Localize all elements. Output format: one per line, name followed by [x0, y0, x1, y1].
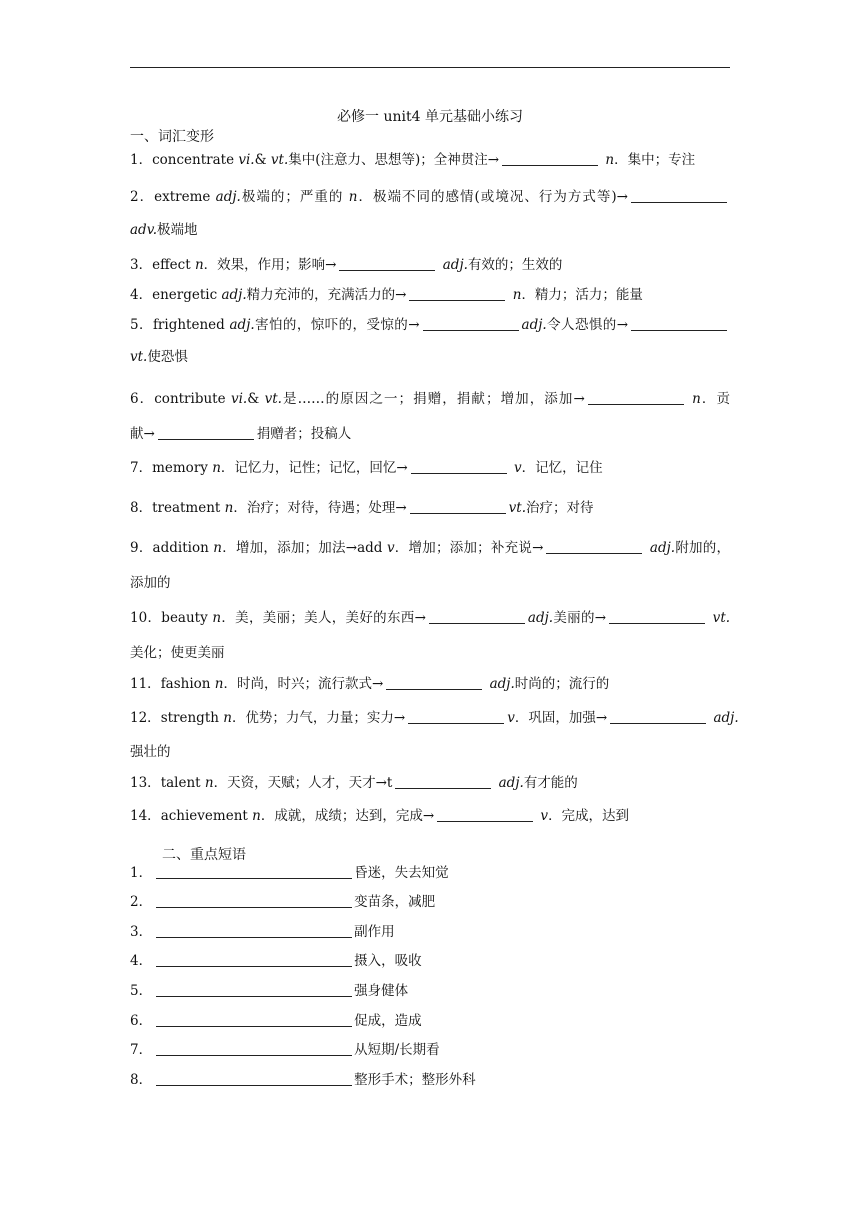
- answer-blank[interactable]: [437, 808, 533, 822]
- answer-blank[interactable]: [156, 865, 352, 879]
- phrase-item-7: 7． 从短期/长期看: [130, 1042, 440, 1058]
- vocab-item-12-cont: 强壮的: [130, 744, 171, 760]
- vocab-item-14: 14．achievement n．成就，成绩；达到，完成→ v．完成，达到: [130, 808, 630, 824]
- vocab-item-7: 7．memory n．记忆力，记性；记忆，回忆→ v．记忆，记住: [130, 460, 603, 476]
- vocab-item-4: 4．energetic adj.精力充沛的，充满活力的→ n．精力；活力；能量: [130, 287, 643, 303]
- answer-blank[interactable]: [410, 500, 506, 514]
- vocab-item-12: 12．strength n．优势；力气，力量；实力→ v．巩固，加强→ adj.: [130, 710, 739, 726]
- vocab-item-3: 3．effect n．效果，作用；影响→ adj.有效的；生效的: [130, 257, 563, 273]
- answer-blank[interactable]: [156, 1042, 352, 1056]
- vocab-item-5: 5．frightened adj.害怕的，惊吓的，受惊的→ adj.令人恐惧的→: [130, 316, 730, 335]
- answer-blank[interactable]: [156, 1072, 352, 1086]
- phrase-item-1: 1． 昏迷，失去知觉: [130, 865, 449, 881]
- phrase-item-6: 6． 促成，造成: [130, 1013, 422, 1029]
- answer-blank[interactable]: [546, 540, 642, 554]
- answer-blank[interactable]: [609, 610, 705, 624]
- page-title: 必修一 unit4 单元基础小练习: [337, 109, 523, 125]
- vocab-item-5-cont: vt.使恐惧: [130, 349, 188, 365]
- vocab-item-9: 9．addition n．增加，添加；加法→add v．增加；添加；补充说→ adj.附加的，: [130, 540, 731, 556]
- answer-blank[interactable]: [408, 710, 504, 724]
- section-heading-phrases: 二、重点短语: [162, 847, 246, 863]
- answer-blank[interactable]: [386, 676, 482, 690]
- section-heading-vocab: 一、词汇变形: [130, 129, 214, 145]
- phrase-item-4: 4． 摄入，吸收: [130, 953, 422, 969]
- vocab-item-2-cont: adv.极端地: [130, 222, 198, 238]
- vocab-item-13: 13．talent n．天资，天赋；人才，天才→t adj.有才能的: [130, 775, 578, 791]
- phrase-item-3: 3． 副作用: [130, 924, 395, 940]
- vocab-item-1: 1．concentrate vi.& vt.集中(注意力、思想等)；全神贯注→ n．集中；专注: [130, 152, 696, 168]
- header-rule: [130, 67, 730, 68]
- answer-blank[interactable]: [423, 317, 519, 331]
- vocab-item-10: 10．beauty n．美，美丽；美人，美好的东西→ adj.美丽的→ vt.: [130, 610, 731, 626]
- vocab-item-8: 8．treatment n．治疗；对待，待遇；处理→ vt.治疗；对待: [130, 500, 594, 516]
- vocab-item-9-cont: 添加的: [130, 575, 171, 591]
- answer-blank[interactable]: [339, 257, 435, 271]
- answer-blank[interactable]: [610, 710, 706, 724]
- answer-blank[interactable]: [429, 610, 525, 624]
- answer-blank[interactable]: [158, 426, 254, 440]
- answer-blank[interactable]: [156, 953, 352, 967]
- answer-blank[interactable]: [631, 189, 727, 203]
- answer-blank[interactable]: [156, 894, 352, 908]
- vocab-item-6-cont: 献→ 捐赠者；投稿人: [130, 426, 352, 442]
- answer-blank[interactable]: [409, 287, 505, 301]
- vocab-item-11: 11．fashion n．时尚，时兴；流行款式→ adj.时尚的；流行的: [130, 676, 610, 692]
- phrase-item-8: 8． 整形手术；整形外科: [130, 1072, 476, 1088]
- answer-blank[interactable]: [502, 152, 598, 166]
- answer-blank[interactable]: [156, 924, 352, 938]
- phrase-item-2: 2． 变苗条，减肥: [130, 894, 436, 910]
- vocab-item-6: 6．contribute vi.& vt.是……的原因之一；捐赠，捐献；增加，添加→ n．贡: [130, 391, 730, 407]
- vocab-item-2: 2．extreme adj.极端的；严重的 n．极端不同的感情(或境况、行为方式等)→: [130, 188, 730, 207]
- answer-blank[interactable]: [631, 317, 727, 331]
- answer-blank[interactable]: [395, 775, 491, 789]
- answer-blank[interactable]: [156, 983, 352, 997]
- answer-blank[interactable]: [411, 460, 507, 474]
- vocab-item-10-cont: 美化；使更美丽: [130, 645, 225, 661]
- answer-blank[interactable]: [588, 391, 684, 405]
- answer-blank[interactable]: [156, 1013, 352, 1027]
- phrase-item-5: 5． 强身健体: [130, 983, 409, 999]
